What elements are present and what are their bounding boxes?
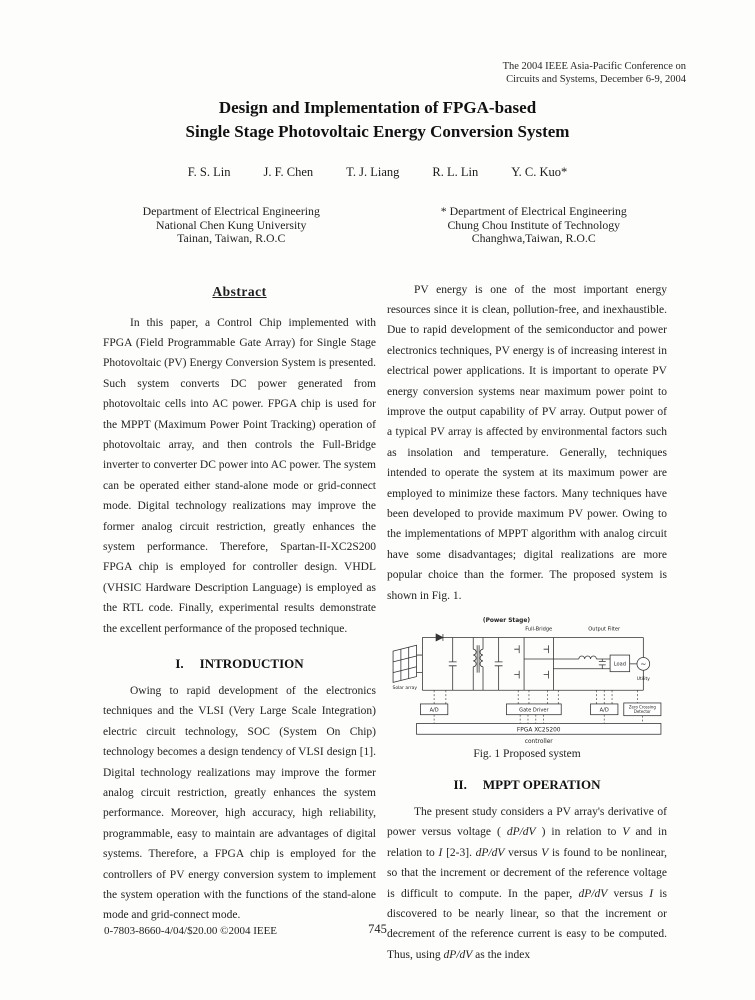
affiliation-left [80, 205, 383, 246]
right-column [387, 280, 667, 966]
author: F. S. Lin [187, 165, 231, 179]
math-v: V [622, 826, 630, 839]
figure-block-gate-driver: Gate Driver [519, 707, 549, 714]
figure-block-zero-crossing-line1: Zero Crossing [628, 704, 656, 710]
affiliation-univ: National Chen Kung University [156, 217, 307, 232]
figure-block-ad1: A/D [429, 707, 439, 714]
author-list [0, 165, 755, 180]
ac-source-icon: ~ [640, 659, 647, 669]
paper-title [0, 96, 755, 144]
figure-controller-chip: FPGA XC2S200 [516, 727, 561, 734]
conference-header [0, 60, 686, 86]
text-segment: The present study considers a PV array's derivative of power versus voltage ( [387, 806, 667, 839]
author: Y. C. Kuo* [511, 165, 568, 179]
author: T. J. Liang [346, 165, 400, 179]
page-footer [0, 922, 755, 942]
author: R. L. Lin [432, 165, 479, 179]
figure-label-solar-array: Solar array [392, 685, 418, 691]
math-dpdv: dP/dV [443, 948, 473, 961]
section-number: I. [175, 656, 184, 671]
affiliation-univ: Chung Chou Institute of Technology [447, 217, 621, 232]
affiliation-right [383, 205, 686, 246]
math-dpdv: dP/dV [506, 826, 536, 839]
section-number: II. [453, 777, 467, 792]
text-segment: and in relation to [387, 826, 667, 859]
math-dpdv: dP/dV [578, 887, 608, 900]
text-segment: [2-3]. [442, 846, 476, 859]
section-label: MPPT OPERATION [482, 777, 601, 792]
math-i: I [438, 846, 443, 859]
introduction-paragraph: Owing to rapid development of the electronics techniques and the VLSI (Very Large Scale Integration) electric circuit technology, SOC (System On Chip) technology becomes a design tendency of VLSI design [1]. Digital technology realizations may improve the former analog circuit restriction, greatly enhances the system performance. Moreover, high accuracy, high reliability, programmable, easy to maintain are advantages of digital systems. Therefore, a FPGA chip is employed for the controllers of PV energy conversion system to implement the system operation with the functions of the stand-alone mode and grid-connect mode. [103, 685, 376, 922]
figure-label-load: Load [613, 661, 626, 668]
figure-caption: Fig. 1 Proposed system [473, 748, 581, 760]
title-line1: Design and Implementation of FPGA-based [218, 98, 537, 117]
figure-label-output-filter: Output Filter [588, 626, 621, 633]
text-segment: is found to be nonlinear, so that the increment or decrement of the reference voltage is difficult to compute. In the paper, [387, 846, 667, 900]
abstract-paragraph: In this paper, a Control Chip implemented with FPGA (Field Programmable Gate Array) for Single Stage Photovoltaic (PV) Energy Conversion System is presented. Such system converts DC power generated from photovoltaic cells into AC power. FPGA chip is used for the MPPT (Maximum Power Point Tracking) operation of photovoltaic array, and then controls the Full-Bridge inverter to converter DC power into AC power. The system can be operated either stand-alone mode or grid-connect mode. Digital technology realizations may improve the former analog circuit restriction, greatly enhances the system performance. Therefore, Spartan-II-XC2S200 FPGA chip is employed for controller design. VHDL (VHSIC Hardware Description Language) is employed as the RTL code. Finally, experimental results demonstrate the excellent performance of the proposed technique. [103, 316, 376, 635]
figure-label-full-bridge: Full-Bridge [525, 626, 553, 633]
text-segment: versus [504, 846, 542, 859]
proposed-system-schematic [391, 614, 663, 745]
text-segment: ) in relation to [535, 826, 623, 839]
math-v: V [541, 846, 549, 859]
affiliation-dept: Department of Electrical Engineering [142, 204, 320, 218]
figure-controller-label: controller [524, 739, 553, 745]
text-segment: is discovered to be nearly linear, so that the increment or decrement of the reference current is easy to be computed. Thus, using [387, 887, 668, 961]
conference-line1: The 2004 IEEE Asia-Pacific Conference on [502, 61, 686, 72]
section-label: INTRODUCTION [199, 656, 304, 671]
affiliation-city: Tainan, Taiwan, R.O.C [177, 231, 286, 245]
affiliations [80, 205, 685, 246]
text-segment: as the index [472, 948, 531, 961]
left-column [103, 280, 376, 966]
abstract-heading: Abstract [212, 283, 267, 299]
section-heading-introduction [103, 656, 376, 672]
figure-1 [387, 614, 667, 760]
affiliation-city: Changhwa,Taiwan, R.O.C [471, 231, 596, 245]
two-column-body [0, 280, 755, 966]
affiliation-dept: * Department of Electrical Engineering [440, 204, 627, 218]
author: J. F. Chen [263, 165, 314, 179]
copyright-notice: 0-7803-8660-4/04/$20.00 ©2004 IEEE [104, 925, 278, 937]
figure-label-power-stage: (Power Stage) [482, 617, 531, 624]
figure-block-zero-crossing-line2: Detector [633, 709, 651, 715]
title-line2: Single Stage Photovoltaic Energy Conversion System [185, 122, 570, 141]
math-i: I [649, 887, 654, 900]
pv-energy-paragraph: PV energy is one of the most important energy resources since it is clean, pollution-free, and inexhaustible. Due to rapid development of the semiconductor and power electronics techniques, PV energy is of increasing interest in electrical power applications. It is important to operate PV energy conversion systems near maximum power point to improve the output capability of PV array. Output power of a typical PV array is affected by environmental factors such as insolation and temperature. Generally, techniques intended to operate the system at its maximum power are employed to minimize these factors. Many techniques have been developed to provide maximum PV power. Owing to the implementations of MPPT algorithm with analog circuit have some disadvantages; digital realizations are more popular choice than the former. The proposed system is shown in Fig. 1. [387, 283, 667, 602]
math-dpdv: dP/dV [475, 846, 505, 859]
figure-block-ad2: A/D [599, 707, 609, 714]
figure-label-utility: Utility [636, 676, 650, 682]
page-number: 745 [368, 922, 387, 936]
conference-line2: Circuits and Systems, December 6-9, 2004 [506, 74, 686, 85]
text-segment: versus [607, 887, 650, 900]
section-heading-mppt [387, 777, 667, 793]
